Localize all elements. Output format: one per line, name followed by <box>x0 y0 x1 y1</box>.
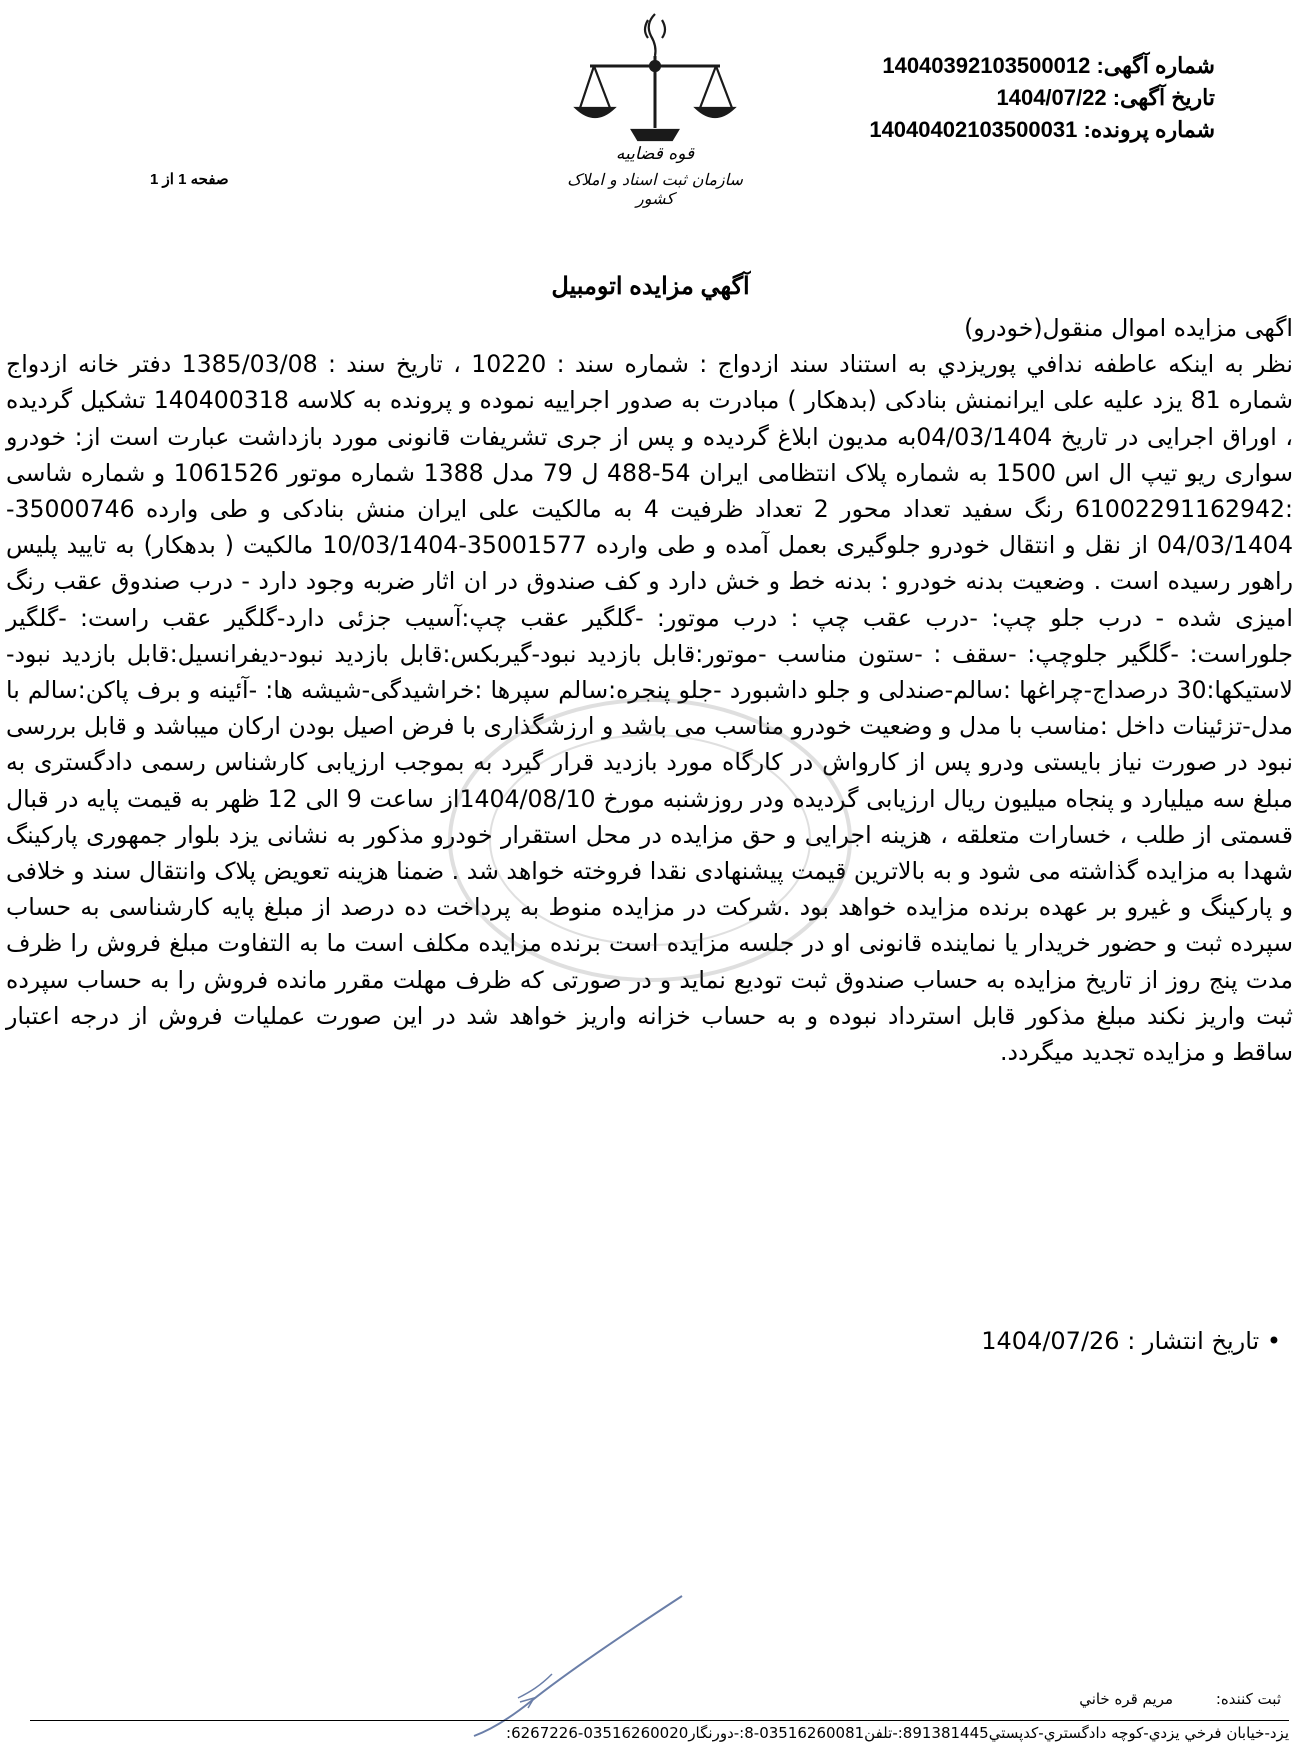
publication-date-row <box>981 1327 1281 1355</box>
bullet-icon: • <box>1259 1327 1281 1355</box>
ad-number-label: شماره آگهی: <box>1096 53 1215 78</box>
notice-body <box>6 310 1293 1070</box>
ad-date-label: تاریخ آگهی: <box>1112 85 1215 110</box>
file-number-row <box>869 114 1215 146</box>
notice-lead: اگهی مزایده اموال منقول(خودرو) <box>964 314 1293 342</box>
emblem-caption-judiciary: قوه قضاییه <box>615 144 695 164</box>
publication-date: 1404/07/26 <box>981 1327 1120 1355</box>
registrar <box>1079 1690 1281 1708</box>
ad-date: 1404/07/22 <box>996 85 1107 110</box>
ad-date-row <box>869 82 1215 114</box>
footer-address: يزد-خيابان فرخي يزدي-كوچه دادگستري-كدپستي891381445:-تلفن03516260081-8:-دورنگار03516260020-6267226: <box>506 1724 1289 1742</box>
publication-date-label: تاریخ انتشار : <box>1127 1327 1260 1355</box>
ad-number: 14040392103500012 <box>882 53 1091 78</box>
file-number-label: شماره پرونده: <box>1083 117 1215 142</box>
file-number: 14040402103500031 <box>869 117 1078 142</box>
emblem-caption-registry-org: سازمان ثبت اسناد و املاک کشور <box>567 170 743 208</box>
signature <box>460 1590 690 1740</box>
judiciary-emblem <box>567 8 743 218</box>
notice-text: نظر به اینکه عاطفه ندافي پوريزدي به استناد سند ازدواج : شماره سند : 10220 ، تاریخ سند : 1385/03/08 دفتر خانه ازدواج شماره 81 یزد علیه علی ایرانمنش بنادکی (بدهکار ) مبادرت به صدور اجراییه نموده و پرونده به کلاسه 140400318 تشکیل گردیده ، اوراق اجرایی در تاریخ 04/03/1404به مدیون ابلاغ گردیده و پس از جری تشریفات قانونی مورد بازداشت عبارت است از: خودرو سواری ریو تیپ ال اس 1500 به شماره پلاک انتظامی ایران 54-488 ل 79 مدل 1388 شماره موتور 1061526 و شماره شاسی :61002291162942 رنگ سفید تعداد محور 2 تعداد ظرفیت 4 به مالکیت علی ایران منش بنادکی و طی وارده 35000746-04/03/1404 از نقل و انتقال خودرو جلوگیری بعمل آمده و طی وارده 35001577-10/03/1404 مالکیت ( بدهکار) به تایید پلیس راهور رسیده است . وضعیت بدنه خودرو : بدنه خط و خش دارد و کف صندوق در ان اثار ضربه وجود دارد - درب صندوق عقب رنگ امیزی شده - درب جلو چپ: -درب عقب چپ : درب موتور: -گلگیر عقب چپ:آسیب جزئی دارد-گلگیر عقب راست: -گلگیر جلوراست: -گلگیر جلوچپ: -سقف : -ستون مناسب -موتور:قابل بازدید نبود-گیربکس:قابل بازدید نبود-دیفرانسیل:قابل بازدید نبود-لاستیکها:30 درصداج-چراغها :سالم-صندلی و جلو داشبورد -جلو پنجره:سالم سپرها :خراشیدگی-شیشه ها: -آئینه و برف پاکن:سالم با مدل-تزئینات داخل :مناسب با مدل و وضعیت خودرو مناسب می باشد و ارزشگذاری با فرض اصیل بودن ارکان میباشد و قابل بررسی نبود در صورت نیاز بایستی ودرو پس از کارواش در کارگاه مورد بازدید قرار گیرد به بموجب ارزیابی کارشناس رسمی دادگستری به مبلغ سه میلیارد و پنجاه میلیون ریال ارزیابی گردیده ودر روزشنبه مورخ 1404/08/10از ساعت 9 الی 12 ظهر به قیمت پایه در قبال قسمتی از طلب ، خسارات متعلقه ، هزینه اجرایی و حق مزایده در محل استقرار خودرو مذکور به نشانی یزد بلوار جمهوری پارکینگ شهدا به مزایده گذاشته می شود و به بالاترین قیمت پیشنهادی نقدا فروخته خواهد شد . ضمنا هزینه تعویض پلاک وانتقال سند و خلافی و پارکینگ و غیرو بر عهده برنده مزایده خواهد بود .شرکت در مزایده منوط به پرداخت ده درصد از مبلغ پایه کارشناسی به حساب سپرده ثبت و حضور خریدار یا نماینده قانونی او در جلسه مزایده است برنده مزایده مکلف است ما به التفاوت مبلغ فروش را ظرف مدت پنج روز از تاریخ مزایده به حساب صندوق ثبت تودیع نماید و در صورتی که ظرف مهلت مقرر مانده فروش را به حساب سپرده ثبت واریز نکند مبلغ مذکور قابل استرداد نبوده و به حساب خزانه واریز خواهد شد در این صورت عملیات فروش از درجه اعتبار ساقط و مزایده تجدید میگردد. <box>6 350 1294 1067</box>
ad-number-row <box>869 50 1215 82</box>
registrar-name: مريم قره خاني <box>1079 1690 1174 1708</box>
page-title: آگهي مزايده اتومبيل <box>551 273 750 300</box>
ad-meta <box>869 50 1215 146</box>
footer-divider <box>30 1720 1289 1721</box>
page-number: صفحه 1 از 1 <box>150 171 229 188</box>
registrar-label: ثبت كننده: <box>1215 1690 1281 1708</box>
